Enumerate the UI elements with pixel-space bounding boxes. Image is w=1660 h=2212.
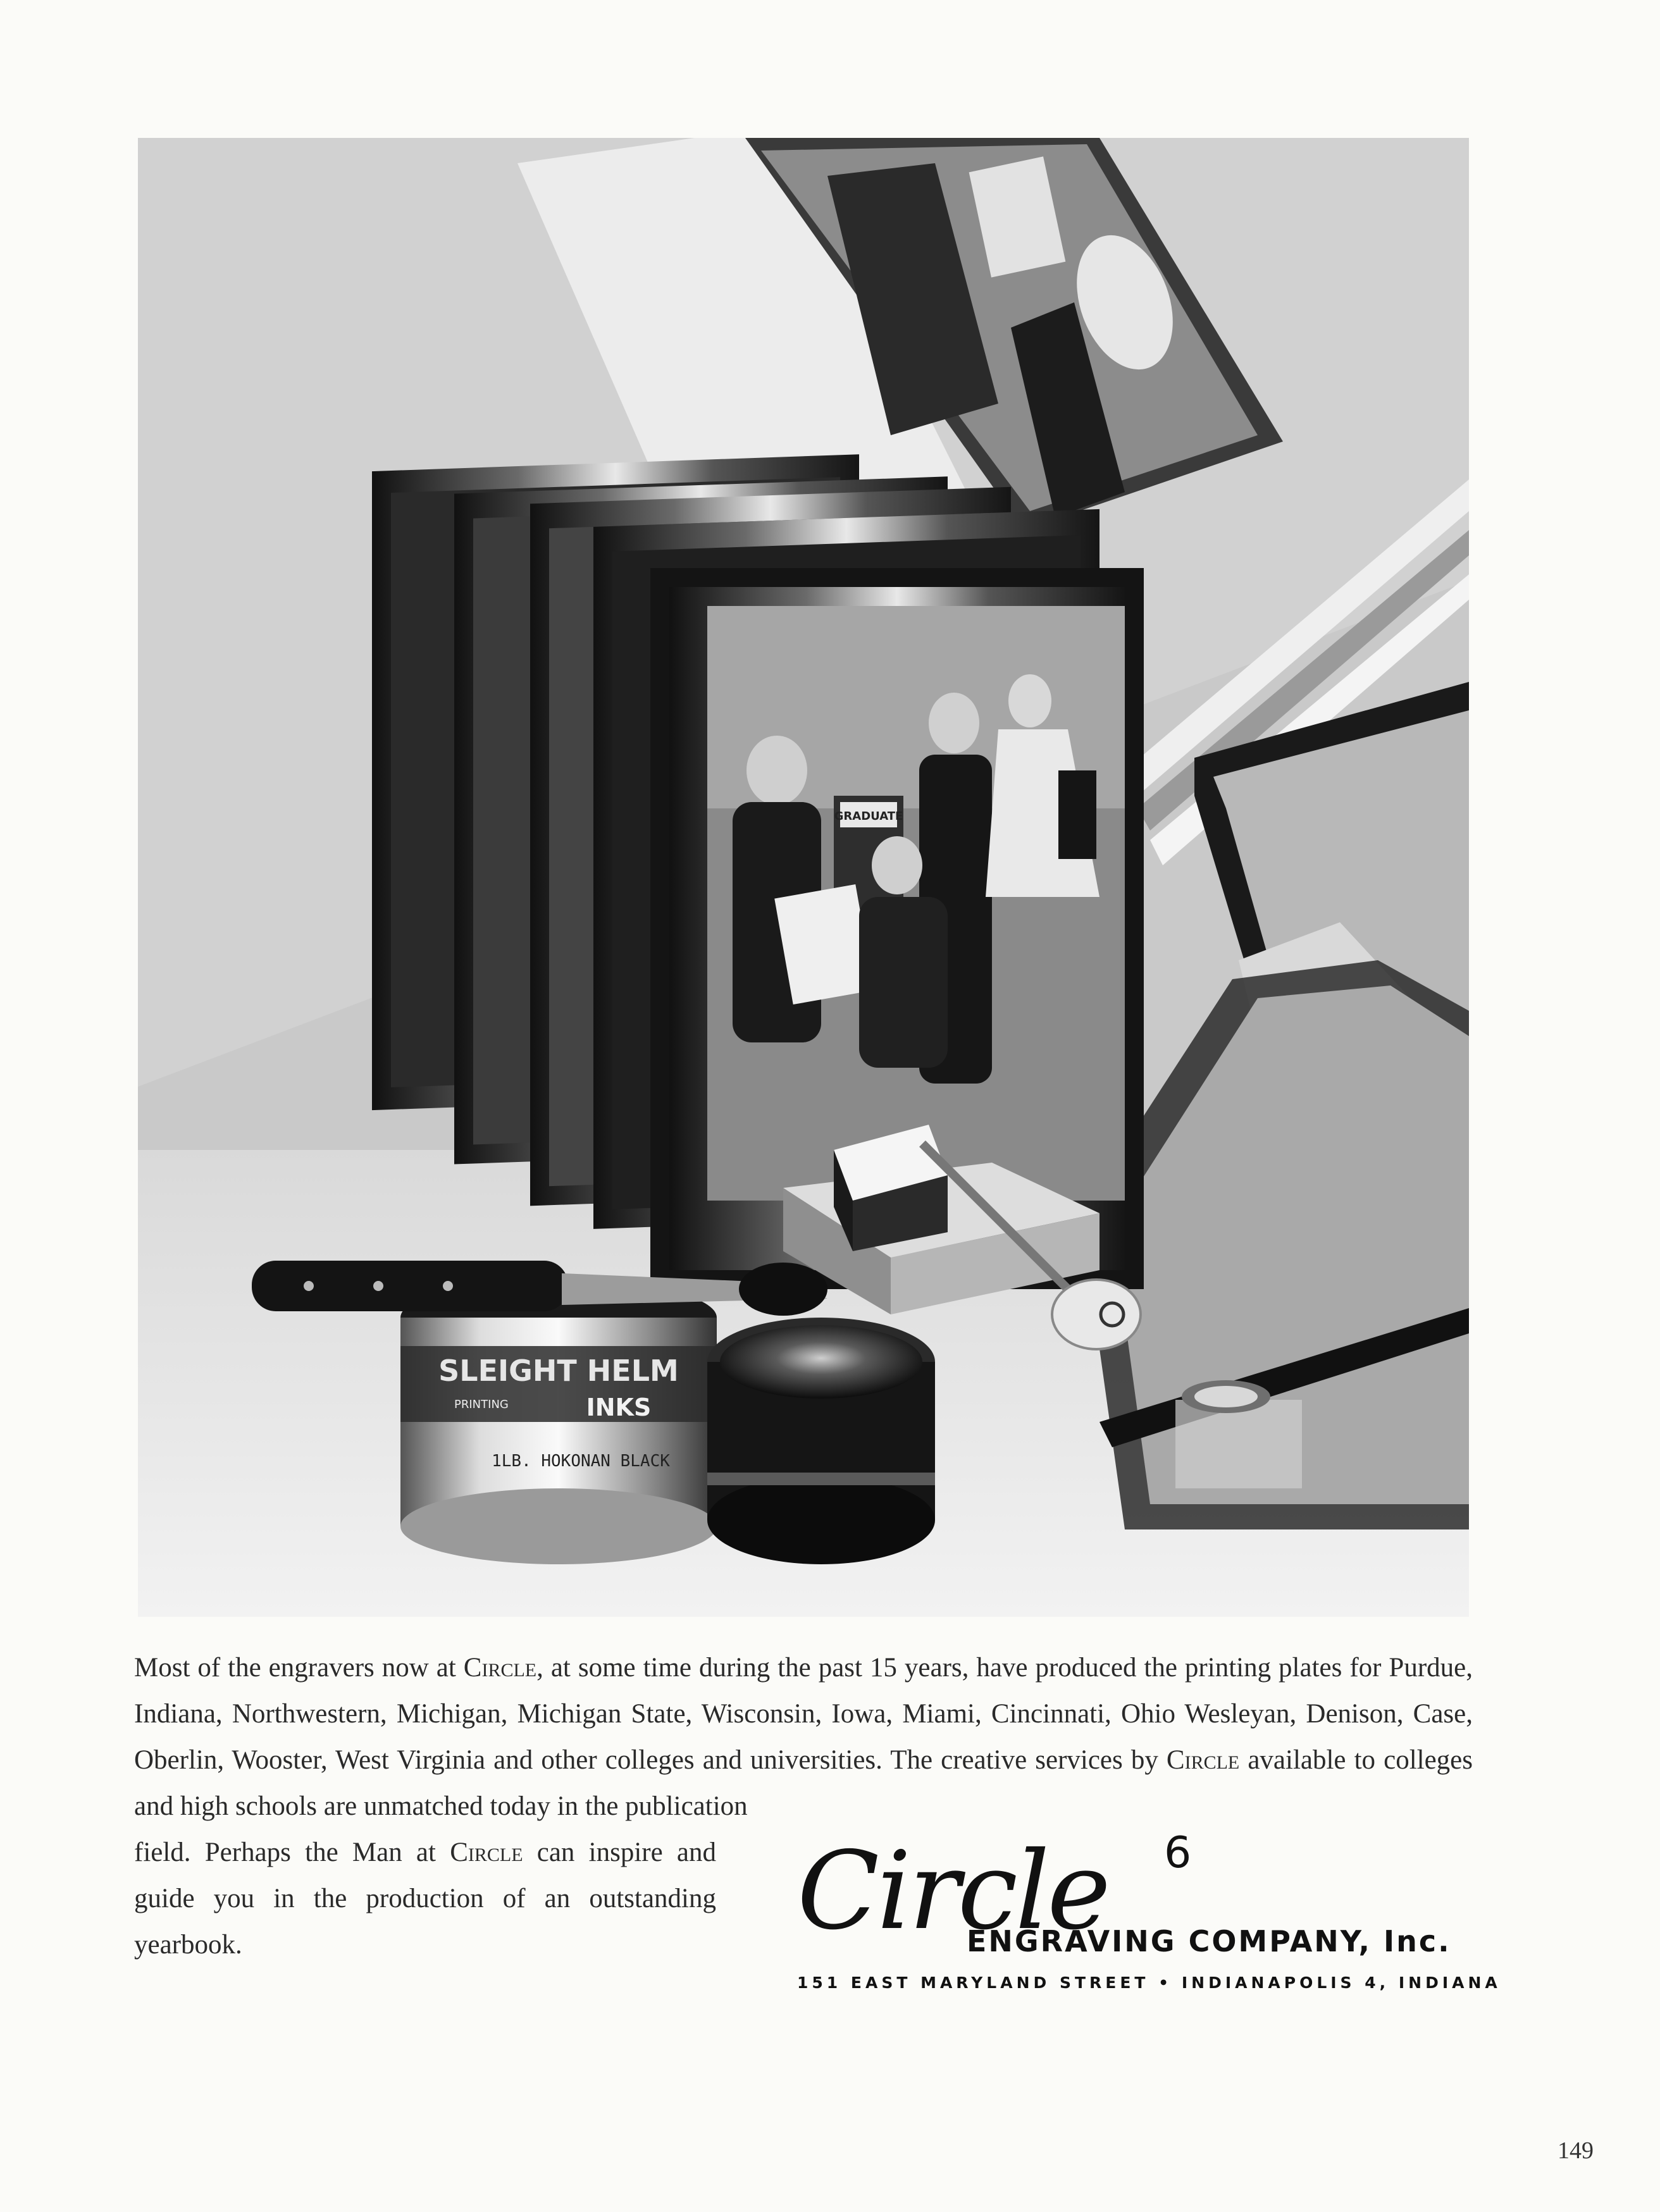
logo-script: Circle [797, 1829, 1108, 1954]
body-paragraph [134, 1645, 1473, 1829]
ink-can-brand: SLEIGHT HELM [438, 1354, 679, 1388]
company-logo [784, 1828, 1501, 1993]
body-text-b: , at some time during the past 15 years, have produced the printing plates for Purdue, Indiana, Northwestern, Michigan, Michigan State, Wisconsin, Iowa, Miami, Cincinnati, Ohio Wesleyan, Denison, Case, Oberlin, Wooster, West Virginia and other colleges and universities. The creative services by [134, 1653, 1473, 1775]
poster-label: GRADUATE [834, 810, 903, 823]
circle-name: Circle [450, 1838, 523, 1867]
body-text-a: Most of the engravers now at [134, 1653, 464, 1683]
knife-handle [252, 1261, 568, 1311]
circle-name: Circle [1166, 1745, 1240, 1775]
closing-text-b: can inspire and guide you in the production of an outstanding yearbook. [134, 1838, 716, 1960]
ink-can-printing: PRINTING [454, 1398, 509, 1411]
ink-can-inks: INKS [586, 1393, 652, 1421]
body-text-c: available to colleges and high schools are unmatched today in the publication [134, 1745, 1473, 1821]
logo-mark: 6 [1164, 1828, 1192, 1878]
logo-address: 151 EAST MARYLAND STREET • INDIANAPOLIS 4, INDIANA [797, 1974, 1501, 1992]
circle-name: Circle [463, 1653, 537, 1683]
page-number: 149 [1558, 2137, 1594, 2164]
logo-company-name: ENGRAVING COMPANY, Inc. [967, 1924, 1451, 1958]
closing-text-a: field. Perhaps the Man at [134, 1838, 450, 1867]
camera-lens [707, 1318, 935, 1564]
closing-paragraph [134, 1829, 716, 1968]
ink-can-color: 1LB. HOKONAN BLACK [492, 1452, 670, 1471]
advertisement-photograph [138, 138, 1469, 1617]
